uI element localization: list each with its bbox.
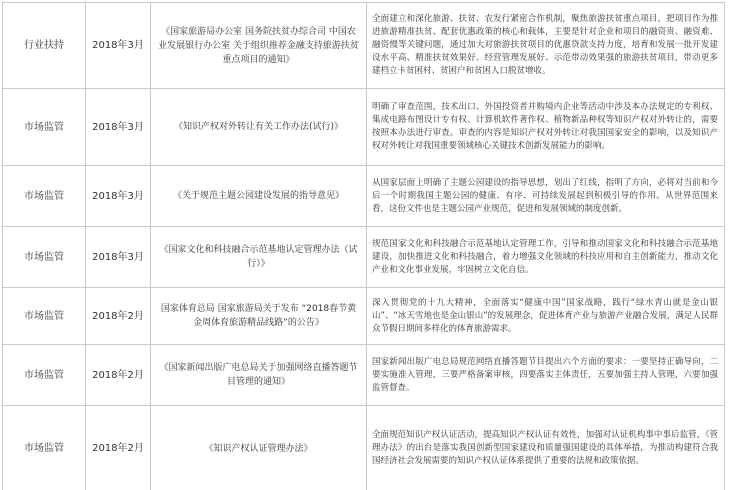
date-cell: 2018年3月 (86, 3, 151, 89)
policy-title-cell (151, 345, 367, 406)
date-cell: 2018年2月 (86, 406, 151, 490)
policy-title-cell (151, 288, 367, 345)
policy-title-text: 《国家新闻出版广电总局关于加强网络直播答题节目管理的通知》 (159, 363, 358, 387)
category-cell: 市场监管 (3, 227, 86, 288)
category-cell: 市场监管 (3, 166, 86, 227)
policy-title-text: 国家体育总局 国家旅游局关于发布 “2018春节黄金周体育旅游精品线路”的公告》 (160, 304, 357, 328)
policy-title-cell (151, 89, 367, 166)
description-text: 深入贯彻党的十九大精神，全面落实“健康中国”国家战略，践行“绿水青山就是金山银山”、“冰天雪地也是金山银山”的发展理念，促进体育产业与旅游产业融合发展，满足人民群众节假日期间多样化的体育旅游需求。 (372, 297, 718, 334)
description-cell (367, 406, 725, 490)
date-cell: 2018年3月 (86, 89, 151, 166)
date-cell: 2018年3月 (86, 227, 151, 288)
description-text: 从国家层面上明确了主题公园建设的指导思想，划出了红线，指明了方向，必将对当前和今后一个时期我国主题公园的健康、有序、可持续发展起到积极引导的作用。从世界范围来看，这份文件也是主题公园产业规范，促进和发展领域的制度创新。 (372, 177, 718, 214)
policy-title-text: 《知识产权对外转让有关工作办法(试行)》 (173, 122, 344, 132)
policy-title-cell (151, 3, 367, 89)
category-cell: 市场监管 (3, 89, 86, 166)
policy-title-text: 《国家旅游局办公室 国务院扶贫办综合司 中国农业发展银行办公室 关于组织推荐金融支持旅游扶贫重点项目的通知》 (158, 26, 359, 65)
table-row (3, 227, 725, 288)
category-cell: 市场监管 (3, 288, 86, 345)
policy-title-cell (151, 166, 367, 227)
table-row (3, 3, 725, 89)
date-cell: 2018年2月 (86, 345, 151, 406)
category-cell: 市场监管 (3, 345, 86, 406)
policy-title-text: 《关于规范主题公园建设发展的指导意见》 (172, 191, 344, 201)
date-cell: 2018年2月 (86, 288, 151, 345)
description-cell (367, 288, 725, 345)
description-cell (367, 89, 725, 166)
policy-title-text: 《知识产权认证管理办法》 (204, 443, 313, 454)
description-text: 全面规范知识产权认证活动，提高知识产权认证有效性，加强对认证机构事中事后监管，《管理办法》的出台是落实我国创新型国家建设和质量强国建设的具体举措，为推动构建符合我国经济社会发展需要的知识产权认证体系提供了重要的法规和政策依据。 (372, 430, 718, 466)
policy-table (2, 2, 725, 490)
description-text: 规范国家文化和科技融合示范基地认定管理工作，引导和推动国家文化和科技融合示范基地建设，加快推进文化和科技融合，着力增强文化领域的科技应用和自主创新能力，推动文化产业和文化事业发展，牢固树立文化自信。 (372, 238, 718, 275)
category-cell: 行业扶持 (3, 3, 86, 89)
policy-title-cell (151, 227, 367, 288)
table-row (3, 166, 725, 227)
table-row (3, 345, 725, 406)
description-text: 国家新闻出版广电总局规范网络直播答题节目提出六个方面的要求：一要坚持正确导向，二要实施准入管理，三要严格备案审核，四要落实主体责任，五要加强主持人管理，六要加强监管督查。 (372, 356, 718, 393)
policy-title-text: 《国家文化和科技融合示范基地认定管理办法（试行）》 (159, 245, 358, 269)
policy-title-cell (151, 406, 367, 490)
description-cell (367, 227, 725, 288)
category-cell: 市场监管 (3, 406, 86, 490)
description-cell (367, 166, 725, 227)
description-cell (367, 345, 725, 406)
description-cell (367, 3, 725, 89)
table-row (3, 406, 725, 490)
date-cell: 2018年3月 (86, 166, 151, 227)
table-row (3, 288, 725, 345)
table-row (3, 89, 725, 166)
description-text: 明确了审查范围，技术出口、外国投资者并购境内企业等活动中涉及本办法规定的专利权、集成电路布图设计专有权、计算机软件著作权、植物新品种权等知识产权对外转让的，需要按照本办法进行审查。审查的内容是知识产权对外转让对我国国家安全的影响，以及知识产权对外转让对我国重要领域核心关键技术创新发展能力的影响。 (372, 102, 718, 151)
description-text: 全面建立和深化旅游、扶贫、农发行紧密合作机制，聚焦旅游扶贫重点项目，把项目作为推进旅游精准扶贫、配套优惠政策的核心和载体，主要是针对企业和项目的融资贵、融资难、融资慢等关键问题，通过加大对旅游扶贫项目的优惠贷款支持力度，培育和发展一批开发建设水平高、精准扶贫效果好、经营管理发展好、示范带动效果强的旅游扶贫项目，带动更多建档立卡贫困村、贫困户和贫困人口脱贫增收。 (372, 14, 718, 76)
